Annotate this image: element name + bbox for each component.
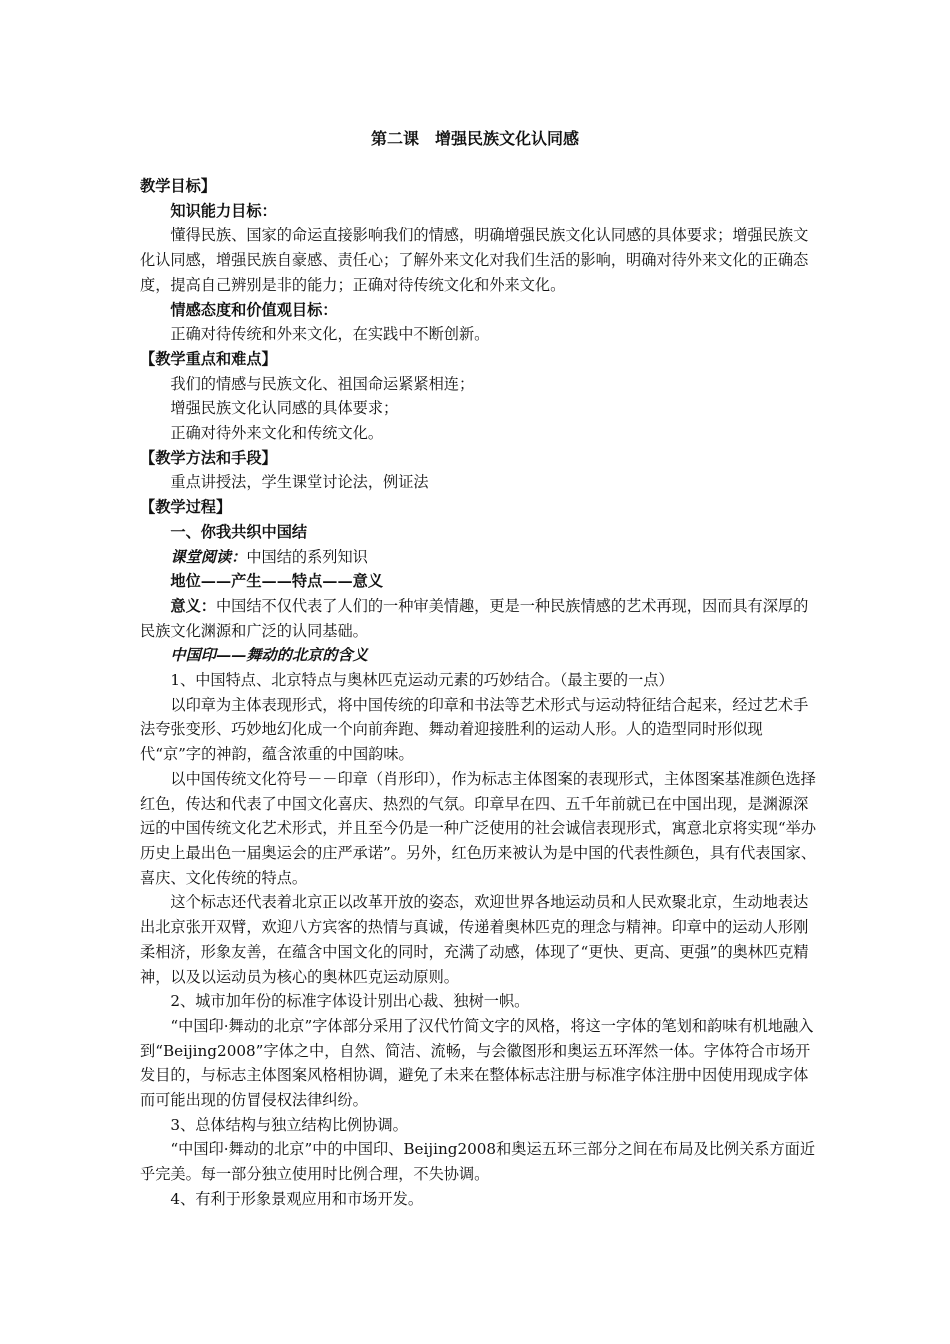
lesson-title: 第二课 增强民族文化认同感 <box>370 129 579 148</box>
paragraph: 2、城市加年份的标准字体设计别出心裁、独树一帜。 <box>170 992 530 1011</box>
paragraph: “中国印·舞动的北京”字体部分采用了汉代竹简文字的风格，将这一字体的笔划和韵味有机地融入到“Beijing2008”字体之中，自然、简洁、流畅，与会徽图形和奥运五环浑然一体。字体符合市场开发目的，与标志主体图案风格相协调，避免了未来在整体标志注册与标准字体注册中因使用现成字体而可能出现的仿冒侵权法律纠纷。 <box>140 1016 814 1110</box>
key-point-item: 正确对待外来文化和传统文化。 <box>170 424 384 443</box>
reading-label: 课堂阅读： <box>170 547 247 566</box>
paragraph: 以中国传统文化符号－－印章（肖形印），作为标志主体图案的表现形式，主体图案基准颜色选择红色，传达和代表了中国文化喜庆、热烈的气氛。印章早在四、五千年前就已在中国出现，是渊源深远的中国传统文化艺术形式，并且至今仍是一种广泛使用的社会诚信表现形式，寓意北京将实现“举办历史上最出色一届奥运会的庄严承诺”。另外，红色历来被认为是中国的代表性颜色，具有代表国家、喜庆、文化传统的特点。 <box>140 769 817 887</box>
meaning-paragraph <box>140 594 820 643</box>
paragraph: 这个标志还代表着北京正以改革开放的姿态，欢迎世界各地运动员和人民欢聚北京，生动地表达出北京张开双臂，欢迎八方宾客的热情与真诚，传递着奥林匹克的理念与精神。印章中的运动人形刚柔相济，形象友善，在蕴含中国文化的同时，充满了动感，体现了“更快、更高、更强”的奥林匹克精神，以及以运动员为核心的奥林匹克运动原则。 <box>140 893 809 986</box>
paragraph: 3、总体结构与独立结构比例协调。 <box>170 1115 408 1134</box>
key-point-item: 我们的情感与民族文化、祖国命运紧紧相连； <box>170 374 475 393</box>
methods-heading: 【教学方法和手段】 <box>140 448 277 467</box>
knowledge-goal-heading: 知识能力目标： <box>170 201 277 220</box>
reading-text: 中国结的系列知识 <box>246 547 368 566</box>
meaning-text: 中国结不仅代表了人们的一种审美情趣，更是一种民族情感的艺术再现，因而具有深厚的民族文化渊源和广泛的认同基础。 <box>140 596 809 640</box>
paragraph: 4、有利于形象景观应用和市场开发。 <box>170 1189 424 1208</box>
key-points-heading: 【教学重点和难点】 <box>140 349 277 368</box>
seal-heading: 中国印——舞动的北京的含义 <box>170 646 368 665</box>
paragraph: “中国印·舞动的北京”中的中国印、Beijing2008和奥运五环三部分之间在布局及比例关系方面近乎完美。每一部分独立使用时比例合理，不失协调。 <box>140 1140 816 1184</box>
process-heading: 【教学过程】 <box>140 498 232 517</box>
reading-line <box>140 545 820 570</box>
knowledge-goal-text: 懂得民族、国家的命运直接影响我们的情感，明确增强民族文化认同感的具体要求；增强民族文化认同感，增强民族自豪感、责任心；了解外来文化对我们生活的影响，明确对待外来文化的正确态度，提高自己辨别是非的能力；正确对待传统文化和外来文化。 <box>140 226 809 294</box>
section-heading: 一、你我共织中国结 <box>170 522 308 541</box>
methods-text: 重点讲授法，学生课堂讨论法，例证法 <box>170 473 429 492</box>
key-point-item: 增强民族文化认同感的具体要求； <box>170 399 399 418</box>
meaning-label: 意义： <box>170 596 216 615</box>
emotion-goal-text: 正确对待传统和外来文化，在实践中不断创新。 <box>170 325 490 344</box>
document-body <box>140 174 820 1212</box>
emotion-goal-heading: 情感态度和价值观目标： <box>170 300 338 319</box>
chain-line: 地位——产生——特点——意义 <box>170 572 384 591</box>
paragraph: 以印章为主体表现形式，将中国传统的印章和书法等艺术形式与运动特征结合起来，经过艺术手法夸张变形、巧妙地幻化成一个向前奔跑、舞动着迎接胜利的运动人形。人的造型同时形似现代“京”字的神韵，蕴含浓重的中国韵味。 <box>140 695 809 764</box>
goals-heading: 教学目标】 <box>140 177 216 195</box>
paragraph: 1、中国特点、北京特点与奥林匹克运动元素的巧妙结合。（最主要的一点） <box>170 671 674 690</box>
